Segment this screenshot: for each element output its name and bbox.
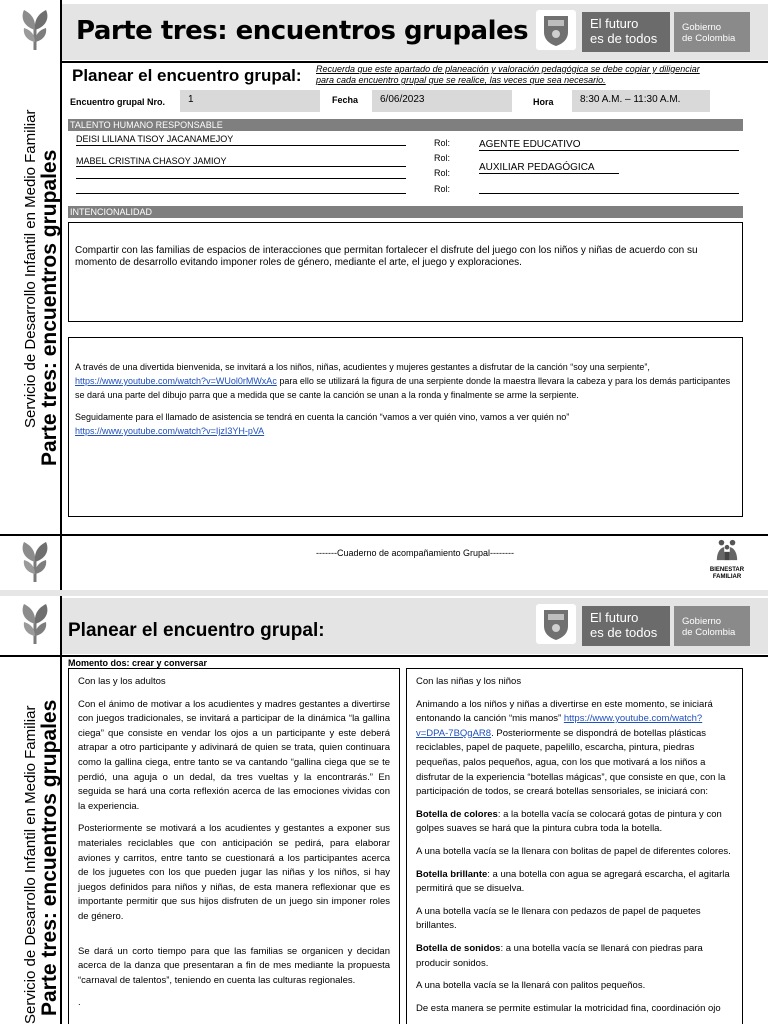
rol-label-2: Rol: [434,153,451,163]
section-subtitle: Planear el encuentro grupal: [72,66,302,85]
adults-paragraph-1: Con el ánimo de motivar a los acudientes y madres gestantes a divertirse con juegos tradicionales, se invitará a participar de la dinámica “la gallina ciega” que consiste en vendar los ojos a un participante y este deberá atrapar a otro participante y adivinará de quien se trata, quien continuara como la gallina ciega, entre tanto se va cantando “gallina ciega que se te perdió, una aguja o un dedal, da tres vueltas y la encontrarás.” En seguida se hará una corta reflexión acerca de las emociones vividas con la experiencia. [78,698,390,812]
reminder-line-2: para cada encuentro grupal que se realice, las veces que sea necesario. [316,75,606,85]
rol-label-3: Rol: [434,168,451,178]
gob-line-1: Gobierno [682,22,722,33]
footer-text: -------Cuaderno de acompañamiento Grupal-------- [315,548,515,558]
side-service-label-2: Servicio de Desarrollo Infantil en Medio Familiar [22,705,39,1024]
fecha-field[interactable]: 6/06/2023 [372,90,512,112]
gobierno-badge-2 [674,606,750,646]
bottle-brillante [416,868,733,897]
futuro-line-1: El futuro [590,16,639,31]
rol-value-1[interactable]: AGENTE EDUCATIVO [479,139,581,150]
header-divider-2 [0,655,768,657]
colombia-shield-icon [536,10,576,50]
talento-header: TALENTO HUMANO RESPONSABLE [68,119,743,131]
gob-line-2: de Colombia [682,33,736,44]
bienestar-familiar-logo [704,538,750,584]
fecha-label: Fecha [332,95,359,105]
bottle-colores [416,808,733,837]
side-section-title: Parte tres: encuentros grupales [38,149,61,466]
bienestar-family-icon [712,538,742,562]
intencionalidad-box[interactable] [68,222,743,322]
adults-column[interactable] [68,668,400,1024]
el-futuro-badge [582,12,670,52]
bottle-palitos: A una botella vacía se la llenará con palitos pequeños. [416,980,646,992]
momento-paragraph-1 [75,360,736,402]
person-name-1[interactable]: DEISI LILIANA TISOY JACANAMEJOY [76,134,234,144]
children-paragraph-1 [416,698,733,800]
hora-label: Hora [533,97,554,107]
serpiente-video-link[interactable]: https://www.youtube.com/watch?v=WUol0rMWxAc [75,376,277,386]
encuentro-number-field[interactable]: 1 [180,90,320,112]
intencionalidad-text: Compartir con las familias de espacios de interacciones que permitan fortalecer el disfrute del juego con los niños y niñas de acuerdo con su momento de desarrollo evitando imponer roles de género, mediante el arte, el juego y exploraciones. [75,245,698,268]
document-page-2 [0,596,768,1024]
side-service-label: Servicio de Desarrollo Infantil en Medio Familiar [22,109,39,428]
futuro-line-1b: El futuro [590,610,639,625]
momento-text-2: Seguidamente para el llamado de asistencia se tendrá en cuenta la canción “vamos a ver quién vino, vamos a ver quién no” [75,412,570,422]
intencionalidad-header: INTENCIONALIDAD [68,206,743,218]
gob-line-2b: de Colombia [682,627,736,638]
rol-line-4 [479,193,739,194]
person-line-2 [76,166,406,167]
page-title: Parte tres: encuentros grupales [76,16,529,46]
reminder-note [316,64,756,86]
rol-label-4: Rol: [434,184,451,194]
children-text-1b: . Posteriormente se dispondrá de botellas plásticas reciclables, papel de paquete, papelillo, escarcha, pintura, piedras pequeñas, palos pequeños, agua, con los que motivará a los niños a disfrutar de la experiencia “botellas mágicas”, que consiste en que, con la participación de todos, se creará botellas sensoriales, se iniciará con: [416,727,726,798]
bottle-sonidos [416,942,733,971]
el-futuro-badge-2 [582,606,670,646]
adults-paragraph-4: . [78,997,81,1009]
bottle-brillante-title: Botella brillante [416,868,488,880]
leaf-logo-footer-icon [18,540,52,584]
futuro-line-2b: es de todos [590,625,658,640]
adults-paragraph-3: Se dará un corto tiempo para que las familias se organicen y decidan acerca de la danza que presentaran a fin de mes mediante la propuesta “carnaval de talentos”, teniendo en cuenta las culturas regionales. [78,945,390,986]
encuentro-label: Encuentro grupal Nro. [70,97,166,107]
momento-paragraph-2 [75,410,736,438]
footer-divider [0,534,768,536]
rol-label-1: Rol: [434,138,451,148]
person-line-4 [76,193,406,194]
bottle-sonidos-title: Botella de sonidos [416,942,501,954]
bottle-sonidos-text: : a una botella vacía se llenará con piedras para producir sonidos. [416,942,703,969]
momento-text-1a: A través de una divertida bienvenida, se invitará a los niños, niñas, acudientes y mujeres gestantes a disfrutar de la canción “soy una serpiente”, [75,362,650,372]
gob-line-1b: Gobierno [682,616,722,627]
rol-line-2 [479,173,619,174]
person-name-2[interactable]: MABEL CRISTINA CHASOY JAMIOY [76,156,227,166]
side-section-title-2: Parte tres: encuentros grupales [38,699,61,1016]
rol-value-2[interactable]: AUXILIAR PEDAGÓGICA [479,162,595,173]
bottle-colores-title: Botella de colores [416,808,498,820]
adults-heading: Con las y los adultos [78,676,166,687]
left-sidebar-2 [0,596,62,1024]
adults-paragraph-2: Posteriormente se motivará a los acudientes y gestantes a exponer sus materiales reciclables que con anticipación se pedirá, para elaborar aviones y carritos, entre tanto se cuestionará a los participantes acerca de los juguetes con los que pueden jugar las niñas y los niños, si hay juegos definidos para niños y niñas, de esta manera reflexionar que es importante permitir que sus hijos disfruten de un juego sin imponer roles de género. [78,823,390,922]
momento-text-1b: para ello se utilizará la figura de una serpiente donde la maestra llevara la cabeza y para los demás participantes se dará una parte del dibujo parra que a medida que se cante la canción se unan a la ronda y finalmente se arme la serpiente. [75,376,731,400]
bottle-colores-text: : a la botella vacía se colocará gotas de pintura y con golpes suaves se hará que la pintura cubra toda la botella. [416,808,722,835]
bottle-papel: A una botella vacía se la llenara con bolitas de papel de diferentes colores. [416,845,731,857]
leaf-logo-icon-2 [18,602,52,646]
leaf-logo-icon [18,8,52,52]
futuro-line-2: es de todos [590,31,658,46]
reminder-line-1: Recuerda que este apartado de planeación y valoración pedagógica se debe copiar y diligenciar [316,64,700,74]
rol-line-1 [479,150,739,151]
bottle-brillante-text: : a una botella con agua se agregará escarcha, el agitarla permitirá que se disuelva. [416,868,730,895]
children-column[interactable] [406,668,743,1024]
asistencia-video-link[interactable]: https://www.youtube.com/watch?v=IjzI3YH-pVA [75,426,265,436]
children-closing: De esta manera se permite estimular la motricidad fina, coordinación ojo [416,1002,721,1014]
left-sidebar [0,0,62,592]
person-line-3 [76,178,406,179]
gobierno-badge [674,12,750,52]
children-text-1a: Animando a los niños y niñas a divertirse en este momento, se iniciará entonando la canción “mis manos” [416,698,713,725]
colombia-shield-icon-2 [536,604,576,644]
bottle-paquetes: A una botella vacía se le llenara con pedazos de papel de paquetes brillantes. [416,905,701,932]
momento-uno-box[interactable] [68,337,743,517]
section-subtitle-2: Planear el encuentro grupal: [68,620,325,641]
mis-manos-video-link[interactable]: https://www.youtube.com/watch?v=DPA-7BQgAR8 [416,713,703,739]
person-line-1 [76,145,406,146]
children-heading: Con las niñas y los niños [416,676,522,687]
momento-dos-label: Momento dos: crear y conversar [68,658,208,668]
hora-field[interactable]: 8:30 A.M. – 11:30 A.M. [572,90,710,112]
header-divider [62,61,768,63]
bienestar-line-2: FAMILIAR [712,574,742,580]
bienestar-line-1: BIENESTAR [709,567,745,573]
